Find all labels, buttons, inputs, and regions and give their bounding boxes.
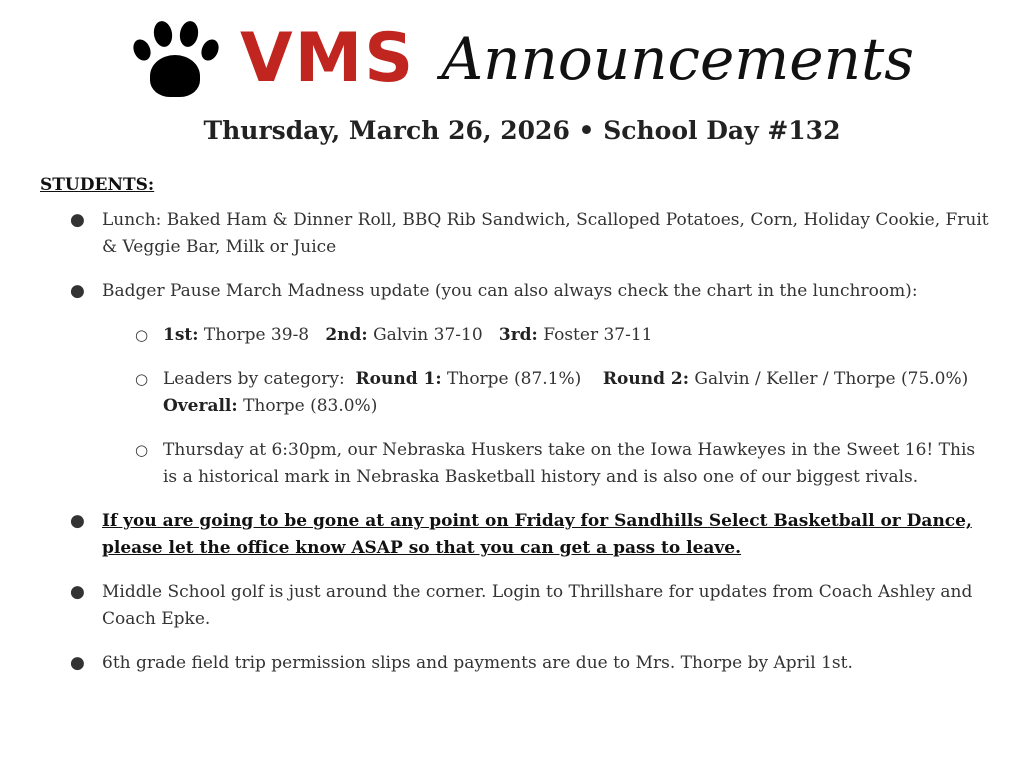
lunch-text: Lunch: Baked Ham & Dinner Roll, BBQ Rib Sandwich, Scalloped Potatoes, Corn, Holiday Cookie, Fruit & Veggie Bar, Milk or Juice bbox=[102, 210, 989, 257]
list-item-golf: ● Middle School golf is just around the corner. Login to Thrillshare for updates from Coach Ashley and Coach Epke. bbox=[70, 582, 973, 629]
value: Thorpe (87.1%) bbox=[441, 369, 603, 389]
huskers-text: Thursday at 6:30pm, our Nebraska Huskers take on the Iowa Hawkeyes in the Sweet 16! This is a historical mark in Nebraska Basketball history and is also one of our biggest rivals. bbox=[163, 440, 976, 487]
field-trip-text: 6th grade field trip permission slips and payments are due to Mrs. Thorpe by April 1st. bbox=[102, 653, 853, 673]
paw-print-icon bbox=[128, 19, 224, 99]
logo-announcements: Announcements bbox=[441, 25, 915, 93]
label: 1st: bbox=[163, 325, 199, 345]
label: Overall: bbox=[163, 396, 238, 416]
value: Foster 37-11 bbox=[537, 325, 653, 345]
sub-item-standings: ○ 1st: Thorpe 39-8 2nd: Galvin 37-10 3rd: Foster 37-11 bbox=[135, 325, 653, 345]
value: Leaders by category: bbox=[163, 369, 356, 389]
value: Thorpe 39-8 bbox=[198, 325, 326, 345]
announcements-body bbox=[40, 172, 990, 694]
value: Thorpe (83.0%) bbox=[237, 396, 378, 416]
logo-vms: VMS bbox=[240, 19, 416, 98]
golf-text: Middle School golf is just around the corner. Login to Thrillshare for updates from Coach Ashley and Coach Epke. bbox=[102, 582, 973, 629]
label: Round 1: bbox=[355, 369, 442, 389]
badger-text: Badger Pause March Madness update (you can also always check the chart in the lunchroom): bbox=[102, 281, 918, 301]
list-item-lunch: ● Lunch: Baked Ham & Dinner Roll, BBQ Rib Sandwich, Scalloped Potatoes, Corn, Holiday Cookie, Fruit & Veggie Bar, Milk or Juice bbox=[70, 210, 989, 257]
value: Galvin / Keller / Thorpe (75.0%) bbox=[689, 369, 990, 389]
list-item-badger-pause: ● Badger Pause March Madness update (you can also always check the chart in the lunchroom): bbox=[70, 281, 918, 301]
label: 2nd: bbox=[325, 325, 368, 345]
header-logo bbox=[128, 18, 914, 100]
sub-item-leaders: ○ Leaders by category: Round 1: Thorpe (87.1%) Round 2: Galvin / Keller / Thorpe (75.0%) Overall: Thorpe (83.0%) bbox=[135, 369, 990, 416]
list-item-important: ● If you are going to be gone at any point on Friday for Sandhills Select Basketball or Dance, please let the office know ASAP so that you can get a pass to leave. bbox=[70, 511, 972, 558]
students-heading: STUDENTS: bbox=[40, 175, 155, 195]
label: Round 2: bbox=[602, 369, 690, 389]
date-line: Thursday, March 26, 2026 • School Day #132 bbox=[203, 116, 841, 145]
label: 3rd: bbox=[498, 325, 538, 345]
sub-item-huskers: ○ Thursday at 6:30pm, our Nebraska Huskers take on the Iowa Hawkeyes in the Sweet 16! This is a historical mark in Nebraska Basketball history and is also one of our biggest rivals. bbox=[135, 440, 976, 487]
important-text: If you are going to be gone at any point on Friday for Sandhills Select Basketball or Dance, please let the office know ASAP so that you can get a pass to leave. bbox=[102, 511, 972, 558]
list-item-field-trip: ● 6th grade field trip permission slips and payments are due to Mrs. Thorpe by April 1st. bbox=[70, 653, 853, 673]
value: Galvin 37-10 bbox=[367, 325, 499, 345]
